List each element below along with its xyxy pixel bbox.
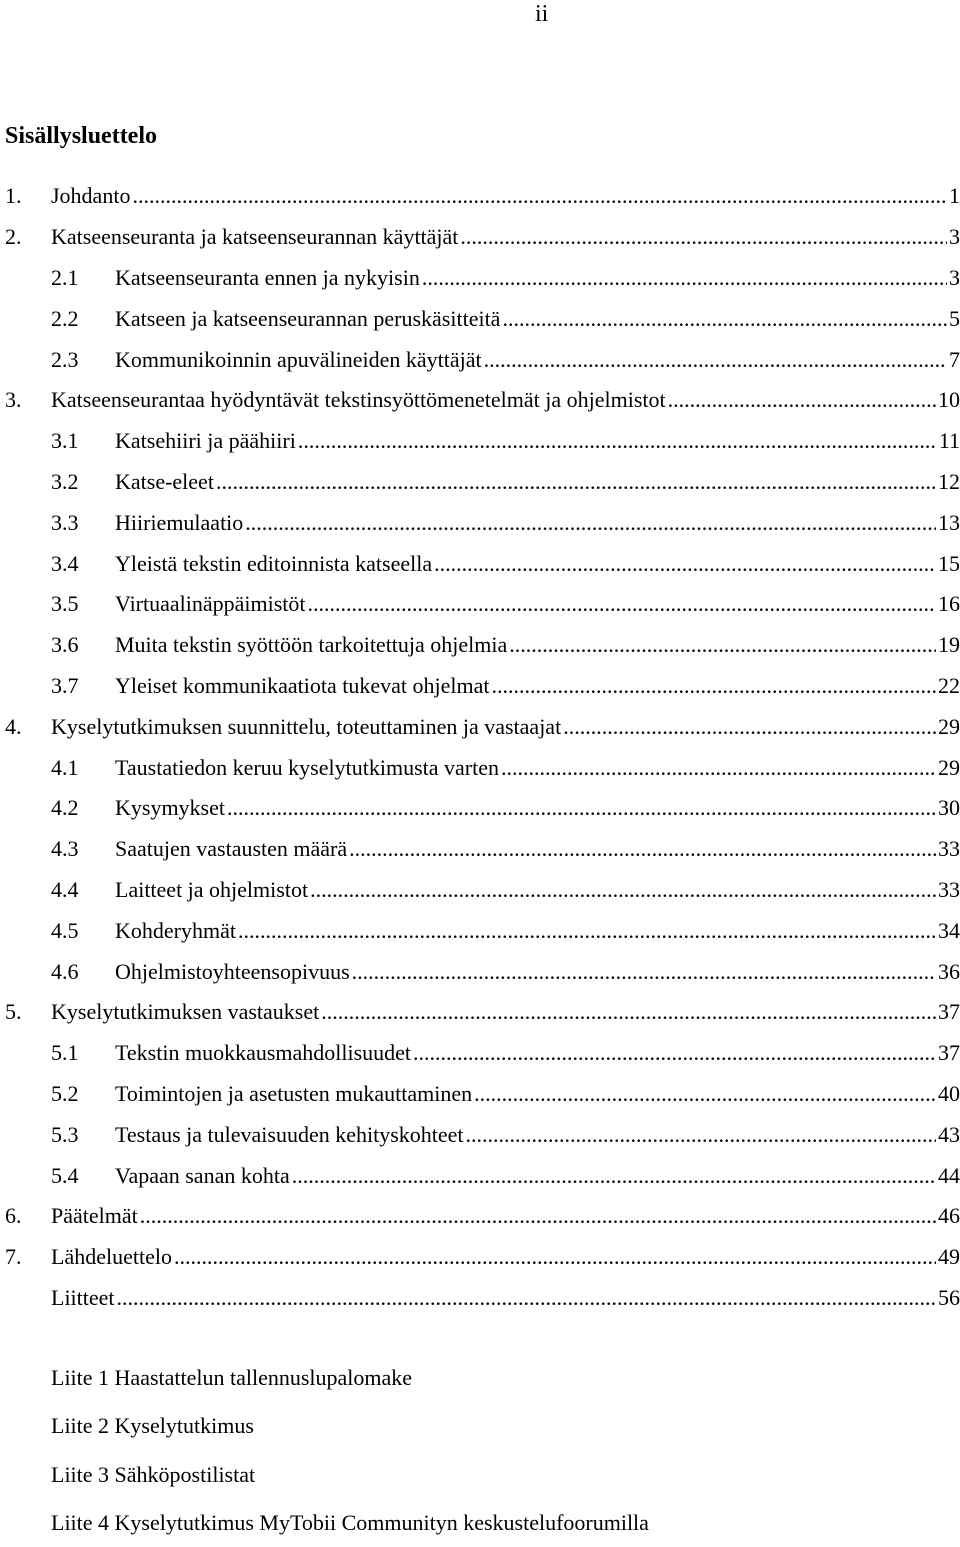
toc-entry-body (51, 176, 960, 217)
toc-entry-label: Kyselytutkimuksen vastaukset (51, 999, 320, 1025)
toc-entry[interactable] (0, 1278, 960, 1319)
toc-entry[interactable] (0, 951, 960, 992)
toc-entry-page: 3 (949, 264, 960, 290)
toc-entry-label: Kommunikoinnin apuvälineiden käyttäjät (115, 346, 482, 372)
toc-entry-body (115, 829, 960, 870)
toc-entry[interactable] (0, 258, 960, 299)
dot-leader (434, 551, 936, 577)
toc-entry-label: Kyselytutkimuksen suunnittelu, toteuttaminen ja vastaajat (51, 713, 562, 739)
toc-entry-page: 56 (938, 1284, 960, 1310)
dot-leader (238, 918, 936, 944)
toc-entry[interactable] (0, 1237, 960, 1278)
toc-entry-label: Toimintojen ja asetusten mukauttaminen (115, 1080, 473, 1106)
toc-entry[interactable] (0, 1074, 960, 1115)
toc-entry-page: 11 (938, 428, 960, 454)
toc-entry-body (115, 951, 960, 992)
toc-entry[interactable] (0, 339, 960, 380)
toc-entry-body (115, 258, 960, 299)
toc-entry-body (115, 788, 960, 829)
toc-entry-page: 22 (938, 672, 960, 698)
toc-entry-body (115, 1155, 960, 1196)
toc-entry-number: 4.4 (51, 876, 79, 902)
toc-entry[interactable] (0, 829, 960, 870)
toc-entry-label: Lähdeluettelo (51, 1244, 172, 1270)
toc-entry-number: 3.7 (51, 672, 79, 698)
dot-leader (117, 1285, 936, 1311)
toc-entry-label: Johdanto (51, 183, 131, 209)
dot-leader (668, 387, 936, 413)
toc-entry-label: Liitteet (51, 1284, 115, 1310)
toc-entry[interactable] (0, 747, 960, 788)
toc-entry-body (115, 339, 960, 380)
toc-title: Sisällysluettelo (5, 123, 158, 149)
table-of-contents (0, 176, 960, 1318)
toc-entry-page: 37 (938, 1040, 960, 1066)
toc-entry-number: 3.4 (51, 550, 79, 576)
toc-entry[interactable] (0, 1114, 960, 1155)
toc-entry[interactable] (0, 1155, 960, 1196)
toc-entry-label: Päätelmät (51, 1203, 138, 1229)
toc-entry-body (115, 502, 960, 543)
toc-entry-body (51, 706, 960, 747)
toc-entry-body (115, 870, 960, 911)
toc-entry-number: 3.5 (51, 591, 79, 617)
toc-entry[interactable] (0, 502, 960, 543)
toc-entry[interactable] (0, 462, 960, 503)
toc-entry-page: 15 (938, 550, 960, 576)
toc-entry-label: Vapaan sanan kohta (115, 1162, 290, 1188)
dot-leader (501, 755, 936, 781)
toc-entry-body (115, 421, 960, 462)
toc-entry-page: 5 (949, 305, 960, 331)
toc-entry-label: Laitteet ja ohjelmistot (115, 876, 309, 902)
toc-entry-number: 4.5 (51, 917, 79, 943)
dot-leader (216, 469, 936, 495)
toc-entry-number: 7. (5, 1244, 22, 1270)
dot-leader (227, 795, 936, 821)
dot-leader (132, 183, 947, 209)
toc-entry-number: 3. (5, 387, 22, 413)
toc-entry-body (51, 1278, 960, 1319)
dot-leader (140, 1203, 936, 1229)
toc-entry-label: Katseenseuranta ja katseenseurannan käyttäjät (51, 224, 459, 250)
dot-leader (310, 877, 936, 903)
toc-entry-page: 36 (938, 958, 960, 984)
appendix-list (51, 1354, 649, 1547)
dot-leader (174, 1244, 936, 1270)
toc-entry-body (51, 992, 960, 1033)
toc-entry-body (115, 747, 960, 788)
dot-leader (466, 1122, 936, 1148)
toc-entry-page: 3 (949, 224, 960, 250)
toc-entry-label: Katsehiiri ja päähiiri (115, 428, 296, 454)
toc-entry-label: Hiiriemulaatio (115, 509, 244, 535)
toc-entry-body (115, 584, 960, 625)
dot-leader (509, 632, 936, 658)
toc-entry-label: Virtuaalinäppäimistöt (115, 591, 306, 617)
toc-entry[interactable] (0, 584, 960, 625)
toc-entry-body (115, 910, 960, 951)
toc-entry-body (115, 666, 960, 707)
toc-entry-number: 4. (5, 713, 22, 739)
toc-entry-body (51, 217, 960, 258)
appendix-item: Liite 2 Kyselytutkimus (51, 1413, 254, 1439)
toc-entry-page: 7 (949, 346, 960, 372)
appendix-item: Liite 3 Sähköpostilistat (51, 1461, 256, 1487)
dot-leader (292, 1163, 936, 1189)
toc-entry-number: 3.6 (51, 632, 79, 658)
toc-entry-page: 34 (938, 917, 960, 943)
toc-entry-body (51, 1237, 960, 1278)
toc-entry-body (115, 298, 960, 339)
toc-entry[interactable] (0, 1196, 960, 1237)
toc-entry[interactable] (0, 543, 960, 584)
toc-entry-page: 16 (938, 591, 960, 617)
appendix-item: Liite 1 Haastattelun tallennuslupalomake (51, 1365, 413, 1391)
toc-entry-label: Muita tekstin syöttöön tarkoitettuja ohjelmia (115, 632, 508, 658)
toc-entry-body (51, 1196, 960, 1237)
dot-leader (298, 428, 937, 454)
toc-entry-page: 33 (938, 836, 960, 862)
toc-entry-number: 4.6 (51, 958, 79, 984)
dot-leader (460, 224, 947, 250)
toc-entry[interactable] (0, 788, 960, 829)
toc-entry-label: Testaus ja tulevaisuuden kehityskohteet (115, 1121, 464, 1147)
toc-entry-number: 2.1 (51, 264, 79, 290)
toc-entry-page: 13 (938, 509, 960, 535)
toc-entry-label: Katseenseurantaa hyödyntävät tekstinsyöttömenetelmät ja ohjelmistot (51, 387, 666, 413)
toc-entry-page: 29 (938, 754, 960, 780)
toc-entry-page: 49 (938, 1244, 960, 1270)
toc-entry-label: Tekstin muokkausmahdollisuudet (115, 1040, 412, 1066)
toc-entry-body (115, 1074, 960, 1115)
toc-entry-number: 4.2 (51, 795, 79, 821)
toc-entry[interactable] (0, 870, 960, 911)
toc-entry-body (115, 1114, 960, 1155)
toc-entry-page: 37 (938, 999, 960, 1025)
dot-leader (502, 306, 947, 332)
toc-entry-label: Ohjelmistoyhteensopivuus (115, 958, 350, 984)
toc-entry-page: 43 (938, 1121, 960, 1147)
dot-leader (413, 1040, 936, 1066)
toc-entry[interactable] (0, 706, 960, 747)
toc-entry-number: 5. (5, 999, 22, 1025)
toc-entry[interactable] (0, 176, 960, 217)
toc-entry[interactable] (0, 421, 960, 462)
toc-entry-page: 10 (938, 387, 960, 413)
toc-entry[interactable] (0, 625, 960, 666)
toc-entry-number: 3.2 (51, 468, 79, 494)
toc-entry-label: Katseenseuranta ennen ja nykyisin (115, 264, 420, 290)
toc-entry[interactable] (0, 380, 960, 421)
page-number: ii (535, 1, 549, 27)
toc-entry[interactable] (0, 1033, 960, 1074)
dot-leader (245, 510, 936, 536)
toc-entry-label: Saatujen vastausten määrä (115, 836, 348, 862)
toc-entry-number: 1. (5, 183, 22, 209)
toc-entry[interactable] (0, 666, 960, 707)
toc-entry-label: Kysymykset (115, 795, 225, 821)
toc-entry-label: Kohderyhmät (115, 917, 236, 943)
toc-entry-body (51, 380, 960, 421)
toc-entry[interactable] (0, 992, 960, 1033)
appendix-item: Liite 4 Kyselytutkimus MyTobii Communityn keskustelufoorumilla (51, 1510, 649, 1536)
dot-leader (352, 959, 936, 985)
dot-leader (321, 999, 936, 1025)
toc-entry-number: 2.2 (51, 305, 79, 331)
toc-entry-page: 40 (938, 1080, 960, 1106)
toc-entry-body (115, 462, 960, 503)
toc-entry-label: Yleistä tekstin editoinnista katseella (115, 550, 433, 576)
toc-entry-number: 3.3 (51, 509, 79, 535)
toc-entry-number: 5.3 (51, 1121, 79, 1147)
toc-entry[interactable] (0, 910, 960, 951)
toc-entry-page: 29 (938, 713, 960, 739)
toc-entry-number: 2.3 (51, 346, 79, 372)
toc-entry-page: 30 (938, 795, 960, 821)
toc-entry-page: 33 (938, 876, 960, 902)
toc-entry-page: 1 (949, 183, 960, 209)
dot-leader (308, 591, 936, 617)
toc-entry-label: Yleiset kommunikaatiota tukevat ohjelmat (115, 672, 490, 698)
dot-leader (422, 265, 947, 291)
dot-leader (349, 836, 936, 862)
toc-entry-body (115, 543, 960, 584)
toc-entry-page: 44 (938, 1162, 960, 1188)
toc-entry-number: 5.1 (51, 1040, 79, 1066)
toc-entry-number: 4.3 (51, 836, 79, 862)
toc-entry-number: 4.1 (51, 754, 79, 780)
toc-entry-page: 46 (938, 1203, 960, 1229)
toc-entry-number: 5.2 (51, 1080, 79, 1106)
dot-leader (563, 714, 936, 740)
toc-entry-label: Katse-eleet (115, 468, 214, 494)
dot-leader (492, 673, 936, 699)
toc-entry[interactable] (0, 217, 960, 258)
toc-entry-page: 19 (938, 632, 960, 658)
toc-entry-number: 6. (5, 1203, 22, 1229)
toc-entry-body (115, 1033, 960, 1074)
toc-entry[interactable] (0, 298, 960, 339)
toc-entry-page: 12 (938, 468, 960, 494)
toc-entry-label: Katseen ja katseenseurannan peruskäsitteitä (115, 305, 501, 331)
toc-entry-number: 2. (5, 224, 22, 250)
dot-leader (484, 347, 947, 373)
toc-entry-number: 3.1 (51, 428, 79, 454)
dot-leader (474, 1081, 936, 1107)
toc-entry-body (115, 625, 960, 666)
toc-entry-number: 5.4 (51, 1162, 79, 1188)
toc-entry-label: Taustatiedon keruu kyselytutkimusta varten (115, 754, 499, 780)
